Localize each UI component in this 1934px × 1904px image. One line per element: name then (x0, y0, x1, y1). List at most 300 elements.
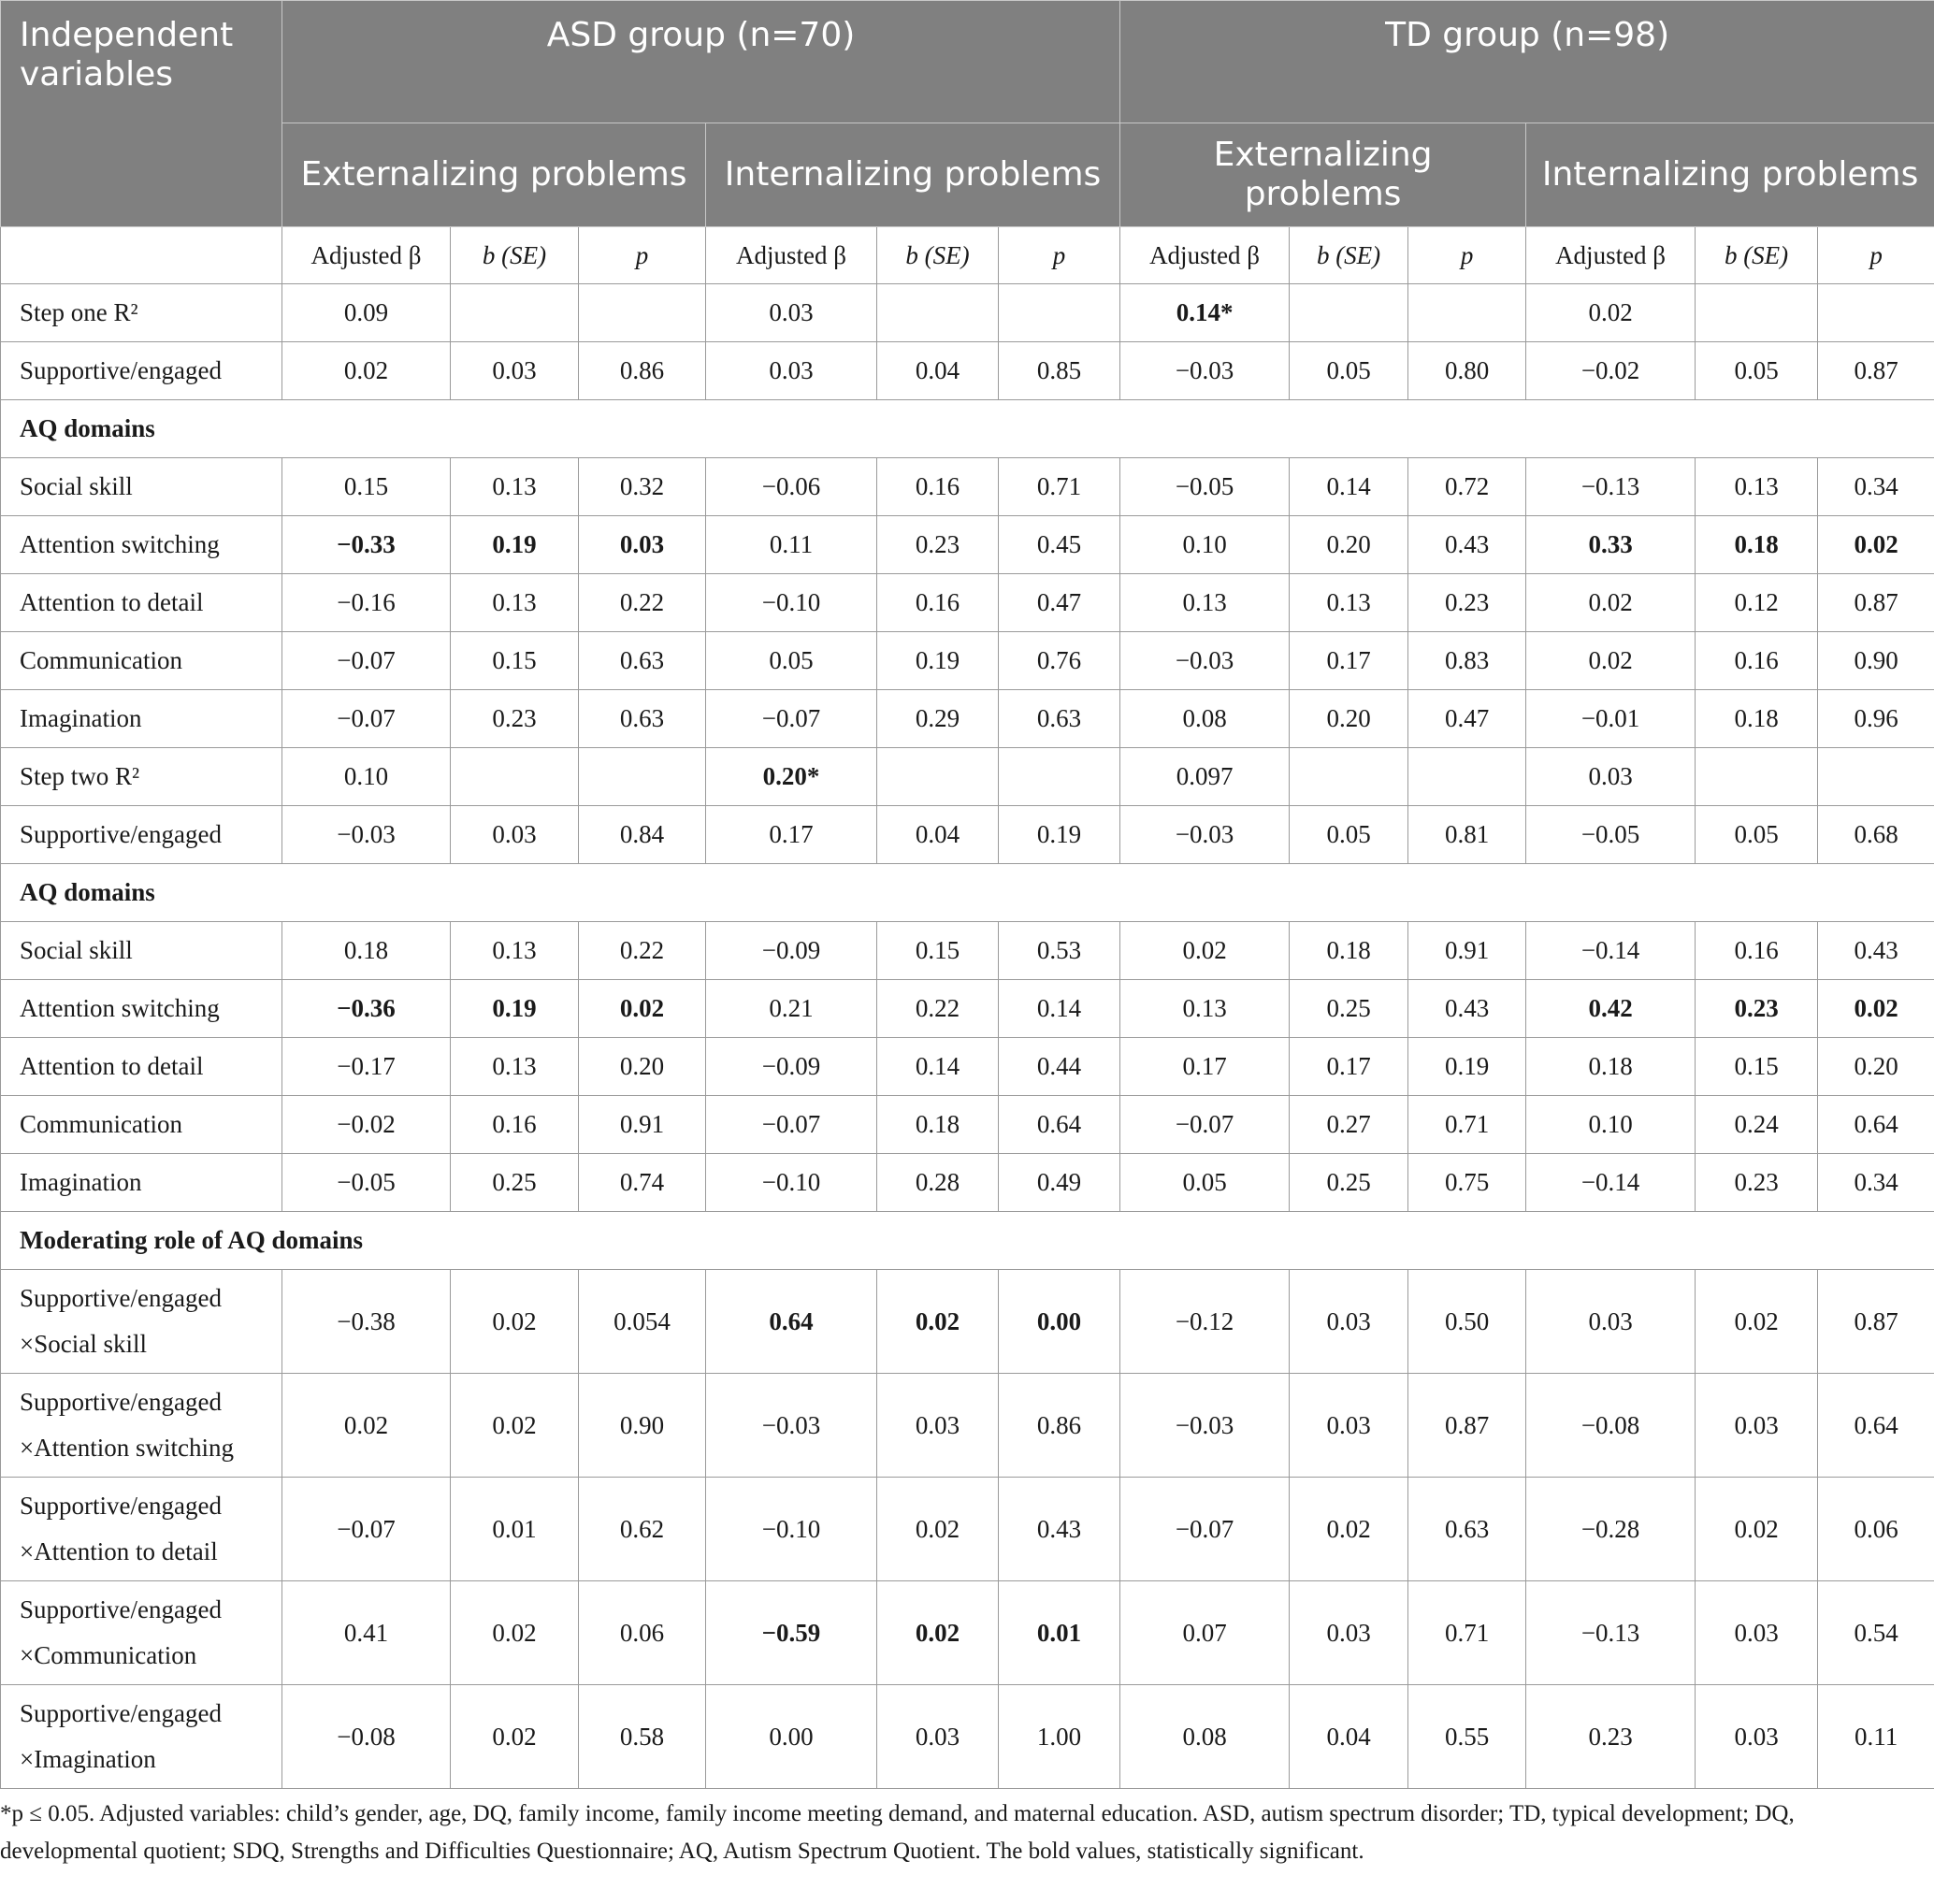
table-cell: 0.04 (877, 342, 999, 400)
header-independent-variables: Independent variables (1, 1, 282, 227)
table-cell: 0.68 (1818, 806, 1934, 864)
table-cell: 0.22 (579, 922, 706, 980)
table-cell: −0.07 (282, 1478, 451, 1581)
row-label-line: Attention to detail (20, 1052, 204, 1080)
section-row (1, 1212, 1934, 1270)
table-cell: 0.32 (579, 458, 706, 516)
row-label (1, 1685, 282, 1789)
row-label (1, 1581, 282, 1685)
table-cell (451, 748, 579, 806)
section-label: AQ domains (1, 400, 1934, 458)
table-cell: 0.19 (877, 632, 999, 690)
table-cell: 0.03 (1696, 1374, 1818, 1478)
table-cell: −0.07 (1120, 1096, 1290, 1154)
table-cell: 0.13 (1290, 574, 1408, 632)
table-cell: 0.00 (706, 1685, 877, 1789)
table-cell: 0.02 (877, 1270, 999, 1374)
table-cell: −0.03 (706, 1374, 877, 1478)
table-row (1, 1096, 1934, 1154)
table-cell: 0.17 (1120, 1038, 1290, 1096)
table-cell: 0.06 (579, 1581, 706, 1685)
table-cell: 0.05 (1696, 342, 1818, 400)
table-cell: −0.13 (1526, 1581, 1696, 1685)
table-cell: 0.91 (1408, 922, 1526, 980)
row-label (1, 1038, 282, 1096)
row-label (1, 458, 282, 516)
table-cell: −0.03 (282, 806, 451, 864)
row-label (1, 632, 282, 690)
table-cell: 0.02 (1120, 922, 1290, 980)
table-cell: 0.19 (451, 516, 579, 574)
row-label-line: Supportive/engaged (20, 820, 222, 848)
row-label (1, 1096, 282, 1154)
table-cell: 0.13 (1120, 574, 1290, 632)
table-cell: −0.07 (706, 690, 877, 748)
table-row (1, 1685, 1934, 1789)
row-label (1, 980, 282, 1038)
table-cell: 0.24 (1696, 1096, 1818, 1154)
table-cell: 0.02 (451, 1581, 579, 1685)
table-cell: 0.11 (706, 516, 877, 574)
row-label-line: ×Imagination (20, 1745, 156, 1773)
table-cell: 0.16 (877, 458, 999, 516)
table-cell: 0.02 (1696, 1478, 1818, 1581)
table-cell: 0.71 (1408, 1581, 1526, 1685)
table-cell: 0.71 (1408, 1096, 1526, 1154)
row-label-line: Supportive/engaged (20, 1284, 222, 1312)
table-cell: 0.84 (579, 806, 706, 864)
table-cell: 0.64 (999, 1096, 1120, 1154)
header-asd-externalizing: Externalizing problems (282, 123, 706, 227)
table-cell: 0.23 (1526, 1685, 1696, 1789)
table-cell (1290, 748, 1408, 806)
row-label (1, 1270, 282, 1374)
table-cell: 0.18 (282, 922, 451, 980)
table-cell: 0.28 (877, 1154, 999, 1212)
subheader-adjusted-beta: Adjusted β (1120, 227, 1290, 284)
table-cell: −0.07 (1120, 1478, 1290, 1581)
table-row (1, 1038, 1934, 1096)
table-cell: 0.91 (579, 1096, 706, 1154)
row-label (1, 1374, 282, 1478)
table-row (1, 806, 1934, 864)
table-row (1, 1581, 1934, 1685)
table-cell: 0.03 (1290, 1270, 1408, 1374)
row-label-line: Attention switching (20, 530, 220, 558)
table-cell: 0.21 (706, 980, 877, 1038)
table-cell (1408, 748, 1526, 806)
table-cell: 0.17 (1290, 1038, 1408, 1096)
table-cell: 0.53 (999, 922, 1120, 980)
table-cell: 0.64 (1818, 1096, 1934, 1154)
table-cell: 0.02 (451, 1270, 579, 1374)
table-cell: −0.08 (282, 1685, 451, 1789)
row-label-line: Communication (20, 1110, 182, 1138)
table-cell: 0.55 (1408, 1685, 1526, 1789)
table-cell (451, 284, 579, 342)
table-cell: 0.10 (1120, 516, 1290, 574)
table-cell: −0.06 (706, 458, 877, 516)
table-cell: 0.03 (706, 342, 877, 400)
subheader-b-se: b (SE) (451, 227, 579, 284)
table-cell: 0.05 (1290, 806, 1408, 864)
table-cell: 0.02 (1696, 1270, 1818, 1374)
table-cell: 0.43 (1408, 980, 1526, 1038)
row-label (1, 1154, 282, 1212)
table-cell: 0.02 (451, 1685, 579, 1789)
table-cell: 0.03 (1526, 748, 1696, 806)
table-cell: 0.16 (877, 574, 999, 632)
table-cell: 0.03 (877, 1685, 999, 1789)
table-cell: −0.07 (282, 632, 451, 690)
table-cell: 0.15 (1696, 1038, 1818, 1096)
table-cell: 0.76 (999, 632, 1120, 690)
table-cell: 0.11 (1818, 1685, 1934, 1789)
table-cell: −0.59 (706, 1581, 877, 1685)
table-cell: 0.18 (877, 1096, 999, 1154)
table-cell: −0.03 (1120, 342, 1290, 400)
row-label (1, 342, 282, 400)
table-cell: 0.14 (999, 980, 1120, 1038)
row-label (1, 284, 282, 342)
table-cell: 0.02 (579, 980, 706, 1038)
table-cell: 0.25 (1290, 980, 1408, 1038)
row-label-line: Supportive/engaged (20, 356, 222, 384)
table-cell: −0.16 (282, 574, 451, 632)
table-cell: 0.07 (1120, 1581, 1290, 1685)
table-cell: 0.87 (1818, 574, 1934, 632)
table-cell: −0.03 (1120, 1374, 1290, 1478)
table-footnote: *p ≤ 0.05. Adjusted variables: child’s gender, age, DQ, family income, family income meeting demand, and maternal education. ASD, autism spectrum disorder; TD, typical development; DQ, developmental quotient; SDQ, Strengths and Difficulties Questionnaire; AQ, Autism Spectrum Quotient. The bold values, statistically significant. (0, 1801, 1795, 1864)
table-cell: 0.10 (282, 748, 451, 806)
table-cell (1408, 284, 1526, 342)
row-label (1, 690, 282, 748)
table-cell: 0.23 (1408, 574, 1526, 632)
table-cell: −0.33 (282, 516, 451, 574)
table-row (1, 1270, 1934, 1374)
table-cell: 0.43 (1818, 922, 1934, 980)
table-cell: 0.10 (1526, 1096, 1696, 1154)
table-cell: 0.14 (877, 1038, 999, 1096)
subheader-adjusted-beta: Adjusted β (706, 227, 877, 284)
table-cell: −0.08 (1526, 1374, 1696, 1478)
table-cell: 0.03 (1290, 1374, 1408, 1478)
table-cell: 0.23 (877, 516, 999, 574)
table-cell: 0.14* (1120, 284, 1290, 342)
row-label-line: ×Attention switching (20, 1434, 234, 1462)
table-cell: 0.18 (1526, 1038, 1696, 1096)
table-cell: 0.03 (877, 1374, 999, 1478)
table-cell: −0.17 (282, 1038, 451, 1096)
table-cell: 0.03 (451, 342, 579, 400)
table-cell: 0.12 (1696, 574, 1818, 632)
table-cell: 0.50 (1408, 1270, 1526, 1374)
table-cell: −0.05 (1526, 806, 1696, 864)
table-row (1, 1478, 1934, 1581)
table-cell (579, 748, 706, 806)
table-cell (1696, 284, 1818, 342)
table-cell (1290, 284, 1408, 342)
table-cell: 0.09 (282, 284, 451, 342)
table-cell: 0.25 (451, 1154, 579, 1212)
table-cell: 0.01 (999, 1581, 1120, 1685)
table-cell: 0.16 (1696, 632, 1818, 690)
table-cell: 0.03 (451, 806, 579, 864)
table-cell: 0.72 (1408, 458, 1526, 516)
table-cell: 0.04 (877, 806, 999, 864)
table-cell: 0.63 (1408, 1478, 1526, 1581)
table-cell: 0.42 (1526, 980, 1696, 1038)
subheader-p: p (1818, 227, 1934, 284)
table-cell: −0.10 (706, 1154, 877, 1212)
table-cell: 0.18 (1696, 516, 1818, 574)
table-cell: 0.43 (999, 1478, 1120, 1581)
table-cell: −0.13 (1526, 458, 1696, 516)
table-cell: 0.02 (1526, 574, 1696, 632)
table-cell: 0.63 (579, 632, 706, 690)
table-cell (999, 284, 1120, 342)
table-cell: 0.02 (451, 1374, 579, 1478)
table-cell: −0.10 (706, 1478, 877, 1581)
subheader-b-se: b (SE) (877, 227, 999, 284)
subheader-b-se: b (SE) (1290, 227, 1408, 284)
table-cell: 0.22 (579, 574, 706, 632)
table-cell: 0.05 (1120, 1154, 1290, 1212)
table-cell: 0.02 (282, 342, 451, 400)
subheader-p: p (999, 227, 1120, 284)
table-cell: 0.16 (451, 1096, 579, 1154)
table-cell: 0.15 (451, 632, 579, 690)
table-cell: 0.81 (1408, 806, 1526, 864)
table-cell: 1.00 (999, 1685, 1120, 1789)
table-cell: 0.13 (451, 574, 579, 632)
table-cell: 0.02 (877, 1581, 999, 1685)
table-cell: −0.38 (282, 1270, 451, 1374)
table-row (1, 458, 1934, 516)
table-row (1, 748, 1934, 806)
table-cell: 0.80 (1408, 342, 1526, 400)
table-cell: 0.01 (451, 1478, 579, 1581)
table-cell: 0.15 (282, 458, 451, 516)
table-row (1, 690, 1934, 748)
table-cell: 0.87 (1818, 342, 1934, 400)
table-cell: −0.12 (1120, 1270, 1290, 1374)
table-cell: −0.36 (282, 980, 451, 1038)
row-label-line: Social skill (20, 472, 133, 500)
subheader-adjusted-beta: Adjusted β (1526, 227, 1696, 284)
table-cell: 0.18 (1696, 690, 1818, 748)
table-cell: 0.23 (1696, 980, 1818, 1038)
subheader-b-se: b (SE) (1696, 227, 1818, 284)
table-cell: 0.29 (877, 690, 999, 748)
table-cell: −0.05 (1120, 458, 1290, 516)
table-cell: 0.86 (579, 342, 706, 400)
table-cell: 0.75 (1408, 1154, 1526, 1212)
table-cell: 0.03 (706, 284, 877, 342)
table-cell: 0.02 (877, 1478, 999, 1581)
table-cell: 0.96 (1818, 690, 1934, 748)
table-row (1, 342, 1934, 400)
row-label-line: Social skill (20, 936, 133, 964)
table-cell (877, 748, 999, 806)
table-row (1, 284, 1934, 342)
subheader-row (1, 227, 1934, 284)
table-cell: 0.83 (1408, 632, 1526, 690)
row-label (1, 806, 282, 864)
table-row (1, 922, 1934, 980)
table-cell: 0.13 (451, 1038, 579, 1096)
subheader-adjusted-beta: Adjusted β (282, 227, 451, 284)
row-label-line: ×Communication (20, 1641, 197, 1669)
header-td-externalizing: Externalizing problems (1120, 123, 1526, 227)
table-cell: −0.01 (1526, 690, 1696, 748)
section-row (1, 400, 1934, 458)
table-cell: 0.20* (706, 748, 877, 806)
table-cell: −0.03 (1120, 806, 1290, 864)
table-cell: 0.19 (1408, 1038, 1526, 1096)
row-label-line: Attention switching (20, 994, 220, 1022)
table-cell: −0.05 (282, 1154, 451, 1212)
table-cell: 0.63 (999, 690, 1120, 748)
table-cell: 0.17 (1290, 632, 1408, 690)
table-cell: −0.14 (1526, 1154, 1696, 1212)
table-cell: 0.58 (579, 1685, 706, 1789)
row-label-line: Supportive/engaged (20, 1699, 222, 1727)
row-label (1, 748, 282, 806)
table-cell: 0.43 (1408, 516, 1526, 574)
table-cell: 0.20 (1290, 690, 1408, 748)
table-cell: 0.08 (1120, 1685, 1290, 1789)
table-cell: 0.71 (999, 458, 1120, 516)
header-asd-group: ASD group (n=70) (282, 1, 1120, 123)
row-label-line: Communication (20, 646, 182, 674)
table-cell: 0.47 (1408, 690, 1526, 748)
table-cell: 0.34 (1818, 1154, 1934, 1212)
table-cell: 0.63 (579, 690, 706, 748)
table-cell: 0.03 (579, 516, 706, 574)
table-cell: 0.08 (1120, 690, 1290, 748)
table-cell: −0.03 (1120, 632, 1290, 690)
table-cell: 0.04 (1290, 1685, 1408, 1789)
table-cell: 0.02 (282, 1374, 451, 1478)
table-cell (1818, 748, 1934, 806)
table-cell: 0.13 (1696, 458, 1818, 516)
table-cell: 0.14 (1290, 458, 1408, 516)
subheader-empty (1, 227, 282, 284)
table-cell: 0.22 (877, 980, 999, 1038)
subheader-p: p (579, 227, 706, 284)
table-cell: 0.19 (451, 980, 579, 1038)
row-label (1, 922, 282, 980)
table-cell: 0.05 (1696, 806, 1818, 864)
table-cell: 0.47 (999, 574, 1120, 632)
table-cell: 0.13 (451, 922, 579, 980)
row-label-line: Supportive/engaged (20, 1388, 222, 1416)
table-cell: −0.14 (1526, 922, 1696, 980)
table-cell: 0.33 (1526, 516, 1696, 574)
table-cell: −0.28 (1526, 1478, 1696, 1581)
table-cell: 0.87 (1408, 1374, 1526, 1478)
table-cell: 0.097 (1120, 748, 1290, 806)
table-cell: 0.15 (877, 922, 999, 980)
table-cell: 0.20 (1818, 1038, 1934, 1096)
section-label: Moderating role of AQ domains (1, 1212, 1934, 1270)
table-cell: 0.90 (579, 1374, 706, 1478)
table-row (1, 574, 1934, 632)
row-label-line: Supportive/engaged (20, 1492, 222, 1520)
table-cell: 0.25 (1290, 1154, 1408, 1212)
table-cell: 0.41 (282, 1581, 451, 1685)
section-row (1, 864, 1934, 922)
table-cell: 0.13 (1120, 980, 1290, 1038)
table-cell: 0.34 (1818, 458, 1934, 516)
table-cell: 0.45 (999, 516, 1120, 574)
table-cell: −0.07 (282, 690, 451, 748)
table-cell: 0.20 (579, 1038, 706, 1096)
header-td-internalizing: Internalizing problems (1526, 123, 1934, 227)
table-row (1, 516, 1934, 574)
table-cell (877, 284, 999, 342)
table-cell: 0.23 (451, 690, 579, 748)
table-cell: −0.09 (706, 1038, 877, 1096)
table-cell: 0.16 (1696, 922, 1818, 980)
section-label: AQ domains (1, 864, 1934, 922)
row-label-line: Supportive/engaged (20, 1595, 222, 1623)
table-cell (1818, 284, 1934, 342)
table-cell: −0.02 (282, 1096, 451, 1154)
table-cell: 0.06 (1818, 1478, 1934, 1581)
table-cell: 0.23 (1696, 1154, 1818, 1212)
table-cell: 0.02 (1818, 516, 1934, 574)
table-cell: 0.20 (1290, 516, 1408, 574)
table-cell: 0.03 (1696, 1685, 1818, 1789)
table-cell: 0.00 (999, 1270, 1120, 1374)
table-cell: −0.10 (706, 574, 877, 632)
table-cell: −0.09 (706, 922, 877, 980)
table-cell: 0.54 (1818, 1581, 1934, 1685)
row-label-line: ×Social skill (20, 1330, 147, 1358)
table-cell: −0.07 (706, 1096, 877, 1154)
row-label-line: Imagination (20, 704, 142, 732)
table-cell: 0.62 (579, 1478, 706, 1581)
row-label-line: Imagination (20, 1168, 142, 1196)
row-label (1, 516, 282, 574)
row-label (1, 574, 282, 632)
table-cell: 0.86 (999, 1374, 1120, 1478)
row-label-line: Step two R² (20, 762, 140, 790)
table-cell: 0.85 (999, 342, 1120, 400)
table-cell: 0.74 (579, 1154, 706, 1212)
table-row (1, 980, 1934, 1038)
table-cell: 0.05 (1290, 342, 1408, 400)
table-cell: 0.02 (1290, 1478, 1408, 1581)
table-cell: 0.18 (1290, 922, 1408, 980)
table-cell: 0.44 (999, 1038, 1120, 1096)
table-cell: 0.90 (1818, 632, 1934, 690)
table-cell: 0.49 (999, 1154, 1120, 1212)
table-cell (579, 284, 706, 342)
row-label (1, 1478, 282, 1581)
table-cell (999, 748, 1120, 806)
header-td-group: TD group (n=98) (1120, 1, 1934, 123)
table-row (1, 632, 1934, 690)
table-cell: 0.27 (1290, 1096, 1408, 1154)
table-cell: 0.19 (999, 806, 1120, 864)
header-asd-internalizing: Internalizing problems (706, 123, 1120, 227)
table-cell (1696, 748, 1818, 806)
table-cell: 0.03 (1696, 1581, 1818, 1685)
table-cell: −0.02 (1526, 342, 1696, 400)
